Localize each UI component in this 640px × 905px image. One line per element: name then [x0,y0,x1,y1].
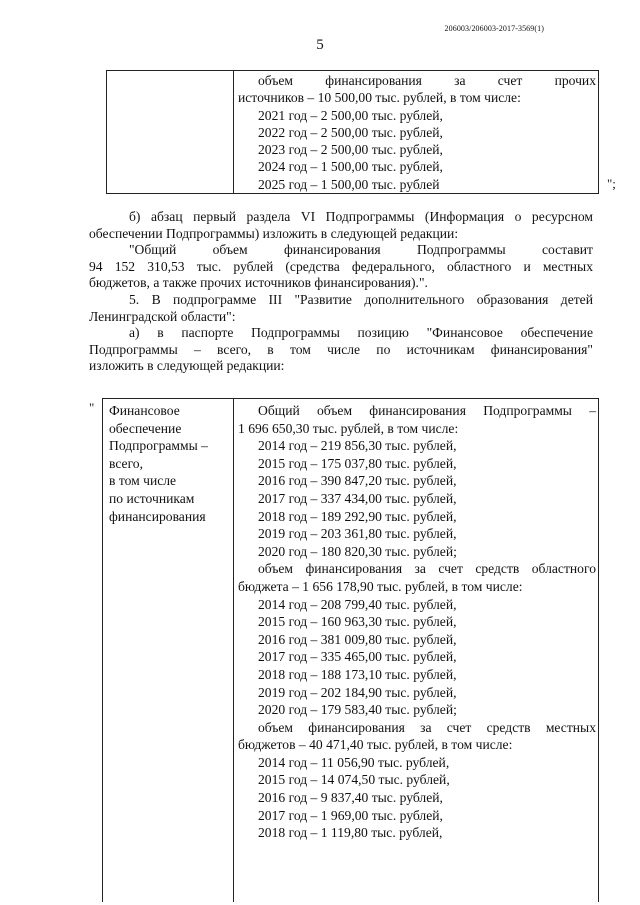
table2-line: 2015 год – 175 037,80 тыс. рублей, [258,455,457,471]
table2-left-line: Подпрограммы – [109,438,208,454]
table1-right-cell [234,71,599,194]
quote-line: "Общий объем финансирования Подпрограммы составит [129,242,593,258]
table1-line: источников – 10 500,00 тыс. рублей, в том числе: [238,90,521,106]
table2-line: 2020 год – 179 583,40 тыс. рублей; [258,702,457,718]
table2-line: объем финансирования за счет средств областного [258,561,596,577]
table2-line: 2014 год – 208 799,40 тыс. рублей, [258,596,457,612]
table2-right-cell [234,399,599,903]
table2-line: 2016 год – 9 837,40 тыс. рублей, [258,790,443,806]
table2-line: 2016 год – 390 847,20 тыс. рублей, [258,473,457,489]
item-5-line: 5. В подпрограмме III "Развитие дополнительного образования детей [129,291,593,307]
table2-left-line: финансирования [109,508,206,524]
table1-line: объем финансирования за счет прочих [258,73,596,88]
table2-left-line: обеспечение [109,420,182,436]
table2-left-line: в том числе [109,473,177,489]
table2-line: 2014 год – 219 856,30 тыс. рублей, [258,438,457,454]
table1-left-cell [107,71,234,194]
table2-line: 2016 год – 381 009,80 тыс. рублей, [258,631,457,647]
table1-line: 2022 год – 2 500,00 тыс. рублей, [258,124,443,140]
table2-line: 2017 год – 335 465,00 тыс. рублей, [258,649,457,665]
table2-line: 2018 год – 189 292,90 тыс. рублей, [258,508,457,524]
table2-line: 2017 год – 1 969,00 тыс. рублей, [258,807,443,823]
table2-line: 2020 год – 180 820,30 тыс. рублей; [258,543,457,559]
opening-quote-mark: " [89,400,95,415]
table1-line: 2021 год – 2 500,00 тыс. рублей, [258,107,443,123]
quote-line: бюджетов, а также прочих источников финансирования).". [89,275,428,291]
document-number: 206003/206003-2017-3569(1) [444,24,544,33]
table2-left-line: Финансовое [109,403,180,418]
item-a-line: а) в паспорте Подпрограммы позицию "Финансовое обеспечение [129,325,593,341]
table1-line: 2025 год – 1 500,00 тыс. рублей [258,176,440,192]
table1-line: 2024 год – 1 500,00 тыс. рублей, [258,159,443,175]
quote-line: 94 152 310,53 тыс. рублей (средства федерального, областного и местных [89,258,593,274]
table2-line: 2018 год – 188 173,10 тыс. рублей, [258,666,457,682]
table2-line: 2017 год – 337 434,00 тыс. рублей, [258,490,457,506]
table2-line: 2015 год – 160 963,30 тыс. рублей, [258,614,457,630]
table2-line: объем финансирования за счет средств местных [258,719,596,735]
table2-left-cell [103,399,234,903]
table2-line: 2019 год – 203 361,80 тыс. рублей, [258,526,457,542]
table2-left-line: по источникам [109,490,195,506]
table2-line: 2019 год – 202 184,90 тыс. рублей, [258,684,457,700]
table2-line: Общий объем финансирования Подпрограммы – [258,403,596,418]
item-a-line: Подпрограммы – всего, в том числе по источникам финансирования" [89,341,593,357]
table2-line: 2014 год – 11 056,90 тыс. рублей, [258,754,450,770]
funding-table-subprogram-3 [102,398,599,902]
table2-left-line: всего, [109,455,144,471]
para-b-line: б) абзац первый раздела VI Подпрограммы (Информация о ресурсном [129,209,593,224]
table2-line: 2015 год – 14 074,50 тыс. рублей, [258,772,450,788]
table1-line: 2023 год – 2 500,00 тыс. рублей, [258,142,443,158]
closing-quote-mark: "; [607,176,616,191]
table2-line: бюджетов – 40 471,40 тыс. рублей, в том числе: [238,737,513,753]
item-a-line: изложить в следующей редакции: [89,358,285,374]
table2-line: бюджета – 1 656 178,90 тыс. рублей, в том числе: [238,578,523,594]
funding-table-continued [106,70,599,194]
page-number: 5 [316,37,324,53]
para-b-line: обеспечении Подпрограммы) изложить в следующей редакции: [89,225,459,241]
table2-line: 2018 год – 1 119,80 тыс. рублей, [258,825,443,841]
body-text [89,209,593,375]
item-5-line: Ленинградской области": [89,308,236,324]
table2-line: 1 696 650,30 тыс. рублей, в том числе: [238,420,459,436]
